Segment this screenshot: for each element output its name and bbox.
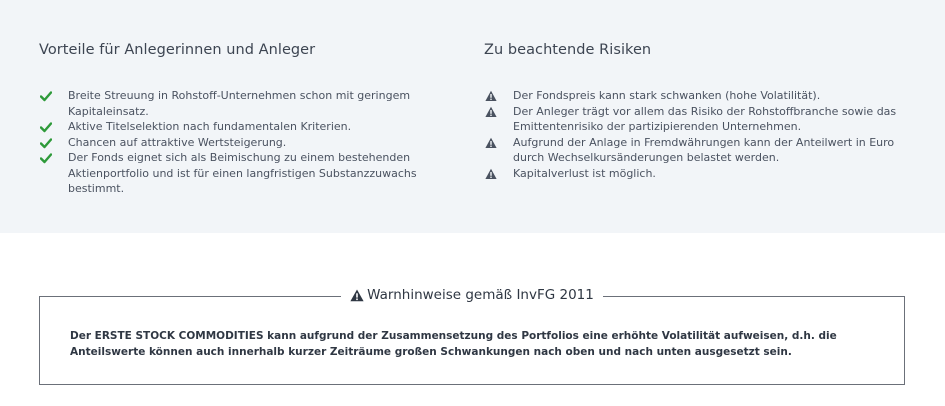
warning-icon (350, 289, 364, 302)
risk-text: Aufgrund der Anlage in Fremdwährungen kann der Anteilwert in Euro durch Wechselkursänderungen belastet werden. (513, 135, 895, 164)
warning-icon (485, 90, 497, 102)
list-item (484, 166, 904, 182)
warning-title-label (341, 287, 603, 303)
warning-icon (485, 137, 497, 149)
benefit-text: Breite Streuung in Rohstoff-Unternehmen schon mit geringem Kapitaleinsatz. (68, 89, 411, 118)
list-item (39, 88, 459, 119)
list-item (484, 88, 904, 104)
risks-section (484, 42, 904, 181)
warning-box (39, 287, 905, 385)
warning-title-row (40, 287, 904, 303)
list-item (39, 135, 459, 151)
list-item (484, 104, 904, 135)
warning-title: Warnhinweise gemäß InvFG 2011 (367, 287, 594, 303)
risks-list (484, 88, 904, 181)
check-icon (40, 152, 52, 164)
risks-title: Zu beachtende Risiken (484, 42, 652, 58)
list-item (39, 119, 459, 135)
check-icon (40, 90, 52, 102)
risk-text: Kapitalverlust ist möglich. (513, 166, 656, 180)
warning-text: Der ERSTE STOCK COMMODITIES kann aufgrund der Zusammensetzung des Portfolios eine erhöhte Volatilität aufweisen, d.h. die Anteilswerte können auch innerhalb kurzer Zeiträume großen Schwankungen nach oben und nach unten ausgesetzt sein. (70, 330, 837, 358)
check-icon (40, 137, 52, 149)
risk-text: Der Fondspreis kann stark schwanken (hohe Volatilität). (513, 89, 821, 102)
risk-text: Der Anleger trägt vor allem das Risiko der Rohstoffbranche sowie das Emittentenrisiko der partizipierenden Unternehmen. (513, 104, 897, 133)
warning-icon (485, 168, 497, 180)
warning-icon (485, 106, 497, 118)
benefits-section (39, 42, 459, 197)
benefit-text: Der Fonds eignet sich als Beimischung zu einem bestehenden Aktienportfolio und ist für einen langfristigen Substanzzuwachs bestimmt. (68, 151, 417, 195)
list-item (39, 150, 459, 197)
benefit-text: Chancen auf attraktive Wertsteigerung. (68, 135, 287, 149)
list-item (484, 135, 904, 166)
check-icon (40, 121, 52, 133)
benefits-title: Vorteile für Anlegerinnen und Anleger (39, 42, 316, 58)
benefit-text: Aktive Titelselektion nach fundamentalen Kriterien. (68, 120, 352, 133)
benefits-list (39, 88, 459, 197)
